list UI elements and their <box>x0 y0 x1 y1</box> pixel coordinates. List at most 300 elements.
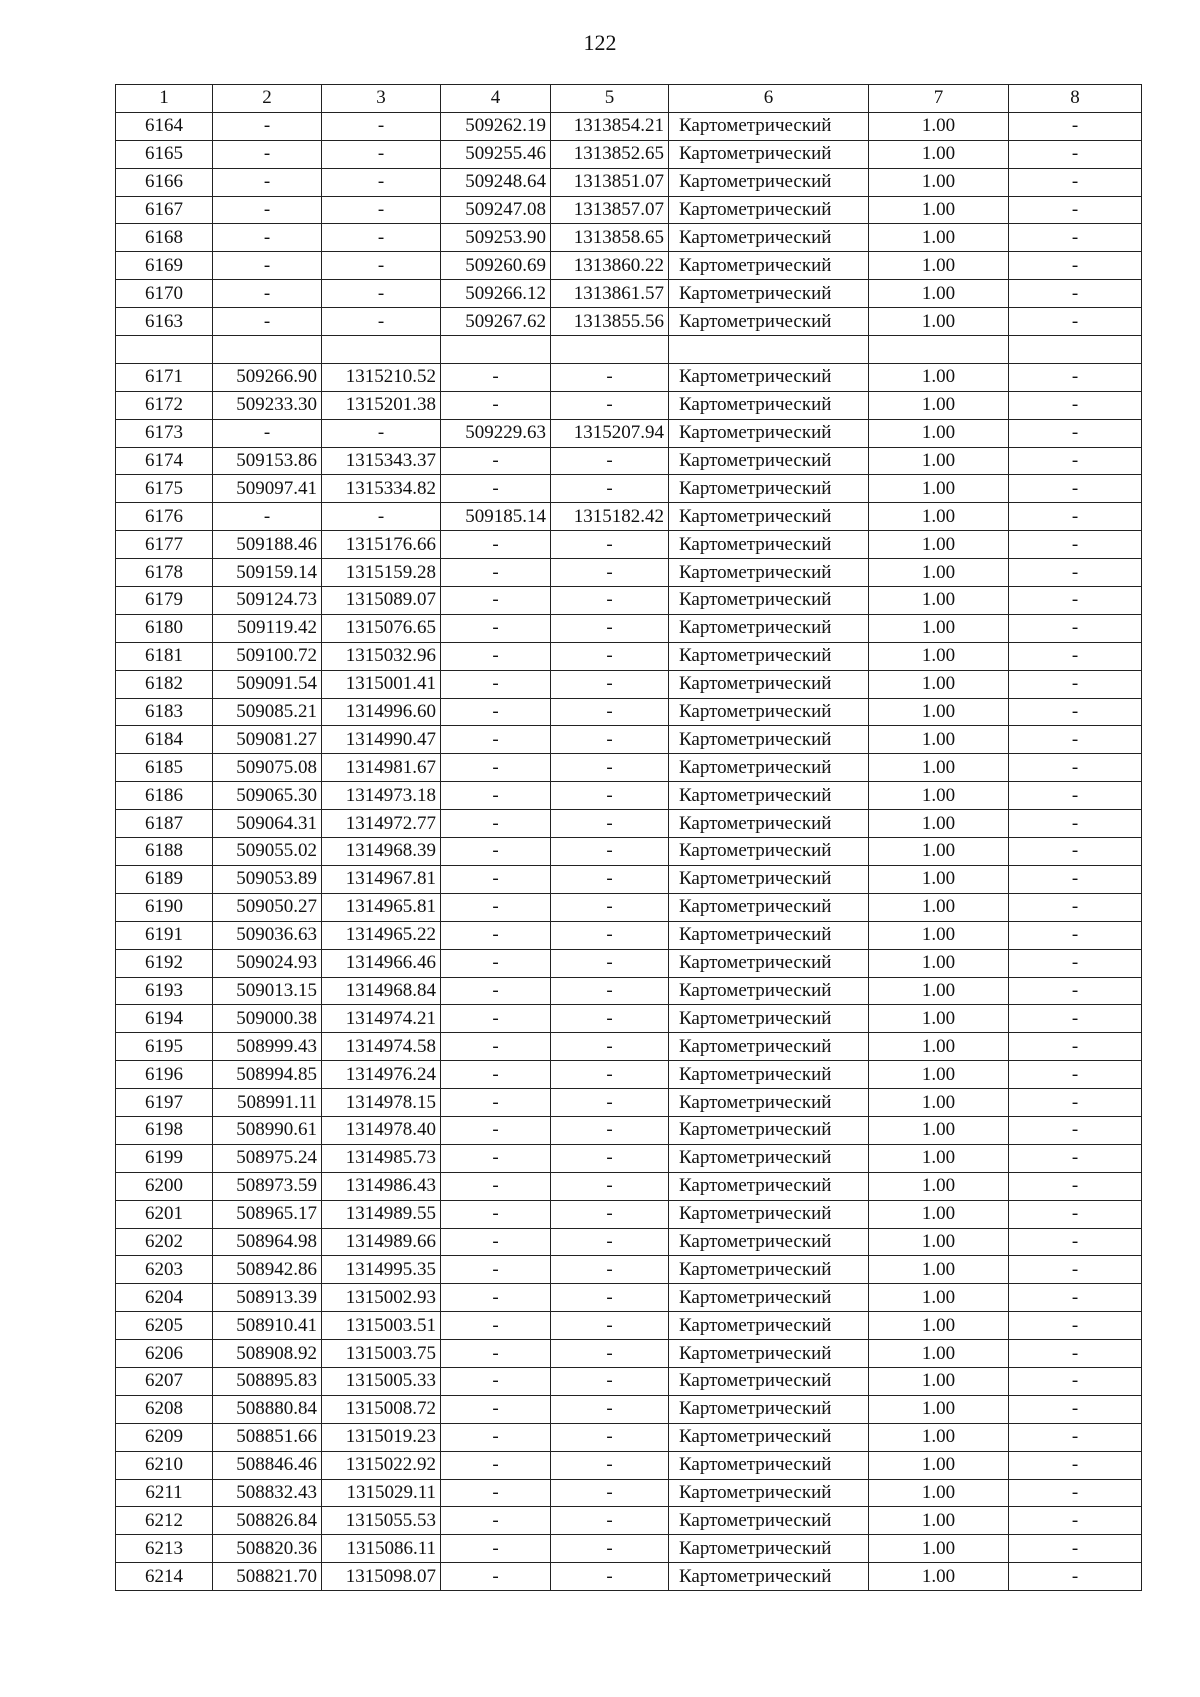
table-row <box>116 698 1142 726</box>
table-row <box>116 363 1142 391</box>
cell-y-existing: 1314989.66 <box>322 1228 441 1256</box>
table-row <box>116 893 1142 921</box>
cell-x-existing: 508910.41 <box>213 1312 322 1340</box>
cell-y-existing: 1315210.52 <box>322 363 441 391</box>
cell-method: Картометрический <box>669 1312 869 1340</box>
cell-y-existing: 1315343.37 <box>322 447 441 475</box>
cell-method: Картометрический <box>669 419 869 447</box>
cell-x-new: - <box>441 447 551 475</box>
cell-x-new: - <box>441 1005 551 1033</box>
cell-point-number: 6210 <box>116 1451 213 1479</box>
cell-description: - <box>1009 1479 1142 1507</box>
cell-description: - <box>1009 1005 1142 1033</box>
cell-y-existing: 1314976.24 <box>322 1061 441 1089</box>
cell-y-new: - <box>551 1423 669 1451</box>
cell-point-number: 6214 <box>116 1563 213 1591</box>
cell-accuracy: 1.00 <box>869 1228 1009 1256</box>
cell-y-existing: 1315055.53 <box>322 1507 441 1535</box>
cell-description: - <box>1009 670 1142 698</box>
cell-point-number: 6181 <box>116 642 213 670</box>
cell-accuracy: 1.00 <box>869 782 1009 810</box>
cell-x-existing: 509036.63 <box>213 921 322 949</box>
table-row <box>116 921 1142 949</box>
cell-x-existing: - <box>213 503 322 531</box>
cell-method: Картометрический <box>669 1061 869 1089</box>
cell-description: - <box>1009 754 1142 782</box>
cell-accuracy: 1.00 <box>869 1395 1009 1423</box>
cell-point-number: 6190 <box>116 893 213 921</box>
cell-description: - <box>1009 977 1142 1005</box>
cell-x-new: - <box>441 559 551 587</box>
cell-accuracy: 1.00 <box>869 1061 1009 1089</box>
cell-x-existing: 509100.72 <box>213 642 322 670</box>
cell-y-existing: 1314967.81 <box>322 865 441 893</box>
cell-accuracy: 1.00 <box>869 1535 1009 1563</box>
cell-y-existing: - <box>322 252 441 280</box>
cell-point-number: 6188 <box>116 838 213 866</box>
cell-description: - <box>1009 1033 1142 1061</box>
cell-description: - <box>1009 363 1142 391</box>
cell-method: Картометрический <box>669 168 869 196</box>
table-row <box>116 754 1142 782</box>
cell-method: Картометрический <box>669 112 869 140</box>
column-header-4: 4 <box>441 85 551 113</box>
cell-y-new: - <box>551 447 669 475</box>
cell-x-existing: 509233.30 <box>213 391 322 419</box>
cell-point-number: 6200 <box>116 1172 213 1200</box>
cell-accuracy: 1.00 <box>869 1089 1009 1117</box>
cell-point-number: 6171 <box>116 363 213 391</box>
cell-accuracy: 1.00 <box>869 587 1009 615</box>
cell-x-new: - <box>441 587 551 615</box>
cell-y-new: 1313858.65 <box>551 224 669 252</box>
table-row <box>116 196 1142 224</box>
cell-y-new: - <box>551 1507 669 1535</box>
table-row <box>116 308 1142 336</box>
cell-point-number: 6204 <box>116 1284 213 1312</box>
cell-point-number: 6207 <box>116 1367 213 1395</box>
cell-description: - <box>1009 893 1142 921</box>
cell-x-new: - <box>441 670 551 698</box>
cell-y-existing: 1314981.67 <box>322 754 441 782</box>
cell-x-existing: 508820.36 <box>213 1535 322 1563</box>
cell-description: - <box>1009 196 1142 224</box>
cell-method: Картометрический <box>669 642 869 670</box>
cell-y-new: - <box>551 1033 669 1061</box>
cell-x-existing: 508851.66 <box>213 1423 322 1451</box>
cell-x-new: - <box>441 1200 551 1228</box>
cell-y-new: - <box>551 1200 669 1228</box>
cell-description: - <box>1009 1061 1142 1089</box>
table-row <box>116 670 1142 698</box>
cell-description: - <box>1009 447 1142 475</box>
cell-y-new: - <box>551 391 669 419</box>
cell-x-new: - <box>441 1284 551 1312</box>
cell-x-new: - <box>441 1507 551 1535</box>
cell-accuracy: 1.00 <box>869 363 1009 391</box>
cell-x-new <box>441 336 551 364</box>
cell-point-number: 6213 <box>116 1535 213 1563</box>
cell-y-existing: 1315008.72 <box>322 1395 441 1423</box>
cell-y-new: - <box>551 475 669 503</box>
cell-x-new: - <box>441 391 551 419</box>
cell-x-new: - <box>441 921 551 949</box>
cell-x-new: 509266.12 <box>441 280 551 308</box>
cell-description: - <box>1009 252 1142 280</box>
cell-accuracy: 1.00 <box>869 112 1009 140</box>
cell-accuracy: 1.00 <box>869 893 1009 921</box>
cell-y-existing: 1315098.07 <box>322 1563 441 1591</box>
cell-y-new: 1315207.94 <box>551 419 669 447</box>
cell-y-existing: - <box>322 168 441 196</box>
cell-method: Картометрический <box>669 391 869 419</box>
cell-y-existing <box>322 336 441 364</box>
cell-point-number: 6192 <box>116 949 213 977</box>
table-header-row <box>116 85 1142 113</box>
table-row <box>116 280 1142 308</box>
cell-x-new: - <box>441 1423 551 1451</box>
cell-method: Картометрический <box>669 1005 869 1033</box>
table-row <box>116 140 1142 168</box>
table-row <box>116 112 1142 140</box>
cell-point-number: 6196 <box>116 1061 213 1089</box>
cell-description: - <box>1009 614 1142 642</box>
cell-method: Картометрический <box>669 1340 869 1368</box>
cell-point-number: 6193 <box>116 977 213 1005</box>
cell-x-new: - <box>441 949 551 977</box>
cell-description: - <box>1009 1284 1142 1312</box>
cell-accuracy: 1.00 <box>869 865 1009 893</box>
cell-description: - <box>1009 280 1142 308</box>
cell-accuracy: 1.00 <box>869 224 1009 252</box>
cell-y-existing: 1314965.22 <box>322 921 441 949</box>
cell-method: Картометрический <box>669 1116 869 1144</box>
cell-point-number: 6208 <box>116 1395 213 1423</box>
cell-x-existing: 509075.08 <box>213 754 322 782</box>
table-row <box>116 447 1142 475</box>
cell-x-new: - <box>441 1144 551 1172</box>
cell-point-number: 6169 <box>116 252 213 280</box>
cell-x-new: - <box>441 1340 551 1368</box>
cell-method: Картометрический <box>669 614 869 642</box>
cell-x-new: - <box>441 1116 551 1144</box>
cell-method: Картометрический <box>669 1172 869 1200</box>
table-row <box>116 224 1142 252</box>
cell-accuracy: 1.00 <box>869 280 1009 308</box>
cell-y-new: - <box>551 559 669 587</box>
cell-x-new: - <box>441 531 551 559</box>
cell-y-existing: 1315001.41 <box>322 670 441 698</box>
cell-point-number: 6205 <box>116 1312 213 1340</box>
cell-y-new: - <box>551 1061 669 1089</box>
cell-y-existing: 1315334.82 <box>322 475 441 503</box>
cell-description: - <box>1009 838 1142 866</box>
cell-method <box>669 336 869 364</box>
cell-x-new: 509262.19 <box>441 112 551 140</box>
cell-method: Картометрический <box>669 308 869 336</box>
cell-point-number: 6164 <box>116 112 213 140</box>
cell-y-existing: 1314985.73 <box>322 1144 441 1172</box>
table-row <box>116 1089 1142 1117</box>
cell-method: Картометрический <box>669 1228 869 1256</box>
cell-x-new: - <box>441 1089 551 1117</box>
cell-y-new: - <box>551 1228 669 1256</box>
cell-accuracy: 1.00 <box>869 1563 1009 1591</box>
cell-description: - <box>1009 1312 1142 1340</box>
cell-description: - <box>1009 865 1142 893</box>
cell-x-new: 509185.14 <box>441 503 551 531</box>
cell-x-new: - <box>441 1367 551 1395</box>
cell-point-number: 6172 <box>116 391 213 419</box>
cell-y-new: 1313851.07 <box>551 168 669 196</box>
cell-y-existing: - <box>322 280 441 308</box>
cell-y-existing: 1314978.40 <box>322 1116 441 1144</box>
cell-x-existing: 508821.70 <box>213 1563 322 1591</box>
cell-point-number: 6191 <box>116 921 213 949</box>
cell-y-new <box>551 336 669 364</box>
cell-method: Картометрический <box>669 1033 869 1061</box>
cell-point-number: 6203 <box>116 1256 213 1284</box>
cell-point-number: 6186 <box>116 782 213 810</box>
cell-point-number: 6206 <box>116 1340 213 1368</box>
cell-point-number: 6173 <box>116 419 213 447</box>
cell-method: Картометрический <box>669 1563 869 1591</box>
cell-accuracy: 1.00 <box>869 531 1009 559</box>
cell-x-new: - <box>441 642 551 670</box>
cell-method: Картометрический <box>669 1535 869 1563</box>
cell-accuracy: 1.00 <box>869 447 1009 475</box>
cell-x-new: - <box>441 1479 551 1507</box>
cell-y-existing: 1314968.84 <box>322 977 441 1005</box>
table-row <box>116 168 1142 196</box>
cell-method: Картометрический <box>669 252 869 280</box>
cell-y-existing: 1315076.65 <box>322 614 441 642</box>
cell-description: - <box>1009 587 1142 615</box>
cell-method: Картометрический <box>669 1507 869 1535</box>
cell-method: Картометрический <box>669 280 869 308</box>
cell-accuracy: 1.00 <box>869 419 1009 447</box>
cell-method: Картометрический <box>669 1423 869 1451</box>
cell-description: - <box>1009 112 1142 140</box>
table-row <box>116 1535 1142 1563</box>
cell-point-number: 6182 <box>116 670 213 698</box>
cell-y-new: - <box>551 1451 669 1479</box>
cell-y-new: - <box>551 698 669 726</box>
table-row <box>116 1228 1142 1256</box>
table-row <box>116 1395 1142 1423</box>
cell-description: - <box>1009 1172 1142 1200</box>
cell-x-existing: 508964.98 <box>213 1228 322 1256</box>
cell-accuracy: 1.00 <box>869 977 1009 1005</box>
cell-accuracy: 1.00 <box>869 1340 1009 1368</box>
cell-x-existing: 508994.85 <box>213 1061 322 1089</box>
column-header-7: 7 <box>869 85 1009 113</box>
cell-accuracy: 1.00 <box>869 1256 1009 1284</box>
table-row <box>116 559 1142 587</box>
cell-x-existing: 509024.93 <box>213 949 322 977</box>
cell-y-new: - <box>551 782 669 810</box>
cell-y-new: 1313855.56 <box>551 308 669 336</box>
cell-x-existing: 509085.21 <box>213 698 322 726</box>
cell-method: Картометрический <box>669 893 869 921</box>
column-header-5: 5 <box>551 85 669 113</box>
cell-x-new: 509253.90 <box>441 224 551 252</box>
cell-y-existing: 1314974.21 <box>322 1005 441 1033</box>
cell-accuracy: 1.00 <box>869 1284 1009 1312</box>
cell-point-number: 6177 <box>116 531 213 559</box>
cell-y-existing: 1315029.11 <box>322 1479 441 1507</box>
cell-y-new: - <box>551 754 669 782</box>
table-row <box>116 1479 1142 1507</box>
cell-x-existing: 508965.17 <box>213 1200 322 1228</box>
cell-x-existing: 508990.61 <box>213 1116 322 1144</box>
coordinates-table <box>115 84 1142 1591</box>
cell-method: Картометрический <box>669 363 869 391</box>
table-row <box>116 782 1142 810</box>
cell-y-new: - <box>551 1089 669 1117</box>
cell-x-new: - <box>441 1256 551 1284</box>
cell-y-existing: - <box>322 196 441 224</box>
cell-method: Картометрический <box>669 698 869 726</box>
cell-x-new: - <box>441 614 551 642</box>
cell-y-existing: 1315089.07 <box>322 587 441 615</box>
cell-description: - <box>1009 503 1142 531</box>
cell-accuracy: 1.00 <box>869 1172 1009 1200</box>
cell-x-new: - <box>441 865 551 893</box>
cell-accuracy: 1.00 <box>869 642 1009 670</box>
cell-y-new: - <box>551 531 669 559</box>
cell-y-new: 1313861.57 <box>551 280 669 308</box>
column-header-2: 2 <box>213 85 322 113</box>
table-row <box>116 614 1142 642</box>
cell-y-existing: 1315022.92 <box>322 1451 441 1479</box>
cell-y-new: - <box>551 1563 669 1591</box>
cell-accuracy: 1.00 <box>869 1033 1009 1061</box>
cell-accuracy: 1.00 <box>869 1507 1009 1535</box>
cell-point-number: 6179 <box>116 587 213 615</box>
cell-description: - <box>1009 1256 1142 1284</box>
cell-y-existing: 1315086.11 <box>322 1535 441 1563</box>
cell-x-existing: - <box>213 196 322 224</box>
cell-accuracy: 1.00 <box>869 838 1009 866</box>
cell-x-existing: 508826.84 <box>213 1507 322 1535</box>
cell-description: - <box>1009 168 1142 196</box>
cell-method: Картометрический <box>669 1284 869 1312</box>
cell-y-existing: 1315176.66 <box>322 531 441 559</box>
table-row <box>116 336 1142 364</box>
cell-y-existing: - <box>322 112 441 140</box>
cell-y-new: 1315182.42 <box>551 503 669 531</box>
cell-y-existing: 1314965.81 <box>322 893 441 921</box>
cell-description: - <box>1009 1563 1142 1591</box>
table-row <box>116 949 1142 977</box>
cell-accuracy: 1.00 <box>869 1144 1009 1172</box>
cell-method: Картометрический <box>669 1451 869 1479</box>
cell-x-existing: 509000.38 <box>213 1005 322 1033</box>
cell-accuracy: 1.00 <box>869 475 1009 503</box>
cell-y-new: - <box>551 670 669 698</box>
cell-point-number: 6183 <box>116 698 213 726</box>
cell-y-new: - <box>551 838 669 866</box>
cell-point-number: 6170 <box>116 280 213 308</box>
cell-point-number: 6175 <box>116 475 213 503</box>
cell-point-number: 6194 <box>116 1005 213 1033</box>
table-row <box>116 1116 1142 1144</box>
table-row <box>116 1033 1142 1061</box>
page-number: 122 <box>583 30 617 55</box>
cell-description: - <box>1009 1144 1142 1172</box>
cell-method: Картометрический <box>669 503 869 531</box>
cell-point-number: 6178 <box>116 559 213 587</box>
cell-description: - <box>1009 1200 1142 1228</box>
cell-method: Картометрический <box>669 810 869 838</box>
cell-x-existing: 508999.43 <box>213 1033 322 1061</box>
cell-y-existing: 1315003.75 <box>322 1340 441 1368</box>
cell-y-new: - <box>551 893 669 921</box>
cell-x-existing: - <box>213 280 322 308</box>
cell-y-existing: 1314966.46 <box>322 949 441 977</box>
cell-x-existing: 509188.46 <box>213 531 322 559</box>
column-header-8: 8 <box>1009 85 1142 113</box>
table-row <box>116 1005 1142 1033</box>
cell-accuracy: 1.00 <box>869 726 1009 754</box>
cell-x-existing: - <box>213 168 322 196</box>
cell-accuracy: 1.00 <box>869 503 1009 531</box>
cell-point-number: 6168 <box>116 224 213 252</box>
cell-description: - <box>1009 949 1142 977</box>
cell-description: - <box>1009 698 1142 726</box>
cell-accuracy: 1.00 <box>869 391 1009 419</box>
cell-method: Картометрический <box>669 1256 869 1284</box>
cell-y-existing: 1314978.15 <box>322 1089 441 1117</box>
cell-method: Картометрический <box>669 865 869 893</box>
table-row <box>116 642 1142 670</box>
cell-method: Картометрический <box>669 977 869 1005</box>
cell-description: - <box>1009 308 1142 336</box>
cell-x-new: 509247.08 <box>441 196 551 224</box>
cell-x-existing: 508942.86 <box>213 1256 322 1284</box>
cell-y-existing: 1314973.18 <box>322 782 441 810</box>
cell-y-new: - <box>551 1005 669 1033</box>
cell-accuracy: 1.00 <box>869 1367 1009 1395</box>
cell-method: Картометрический <box>669 1089 869 1117</box>
cell-x-existing: 509266.90 <box>213 363 322 391</box>
cell-point-number: 6163 <box>116 308 213 336</box>
cell-description: - <box>1009 531 1142 559</box>
cell-accuracy: 1.00 <box>869 1005 1009 1033</box>
cell-x-new: - <box>441 838 551 866</box>
cell-y-existing: 1315019.23 <box>322 1423 441 1451</box>
cell-accuracy: 1.00 <box>869 140 1009 168</box>
cell-point-number: 6166 <box>116 168 213 196</box>
cell-point-number: 6165 <box>116 140 213 168</box>
cell-method: Картометрический <box>669 196 869 224</box>
table-row <box>116 587 1142 615</box>
table-row <box>116 1367 1142 1395</box>
table-row <box>116 531 1142 559</box>
cell-x-existing: 509064.31 <box>213 810 322 838</box>
cell-description: - <box>1009 782 1142 810</box>
cell-point-number: 6180 <box>116 614 213 642</box>
cell-y-new: - <box>551 921 669 949</box>
table-row <box>116 419 1142 447</box>
cell-y-existing: 1314974.58 <box>322 1033 441 1061</box>
cell-y-existing: - <box>322 140 441 168</box>
table-row <box>116 726 1142 754</box>
cell-method: Картометрический <box>669 531 869 559</box>
cell-description: - <box>1009 1116 1142 1144</box>
cell-y-new: - <box>551 726 669 754</box>
